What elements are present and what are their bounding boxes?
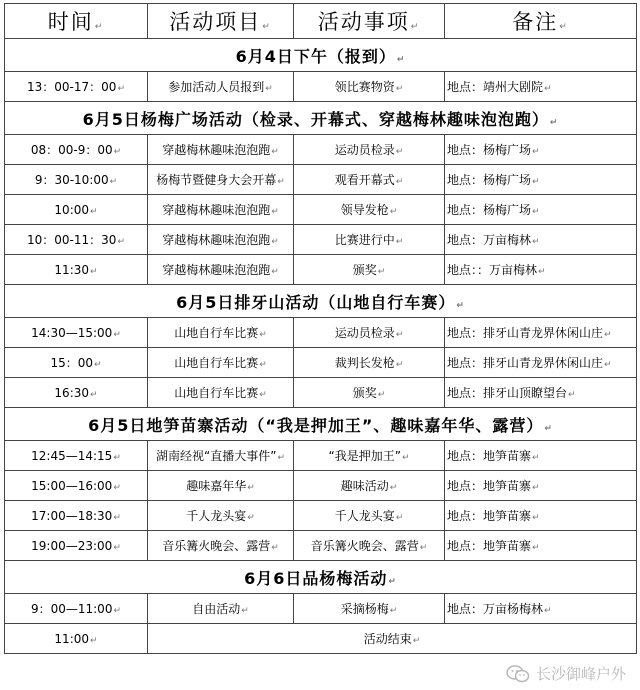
paragraph-mark-icon: ↵	[395, 84, 404, 94]
row-time: 9：30-10:00↵	[5, 165, 148, 195]
row-time: 9：00—11:00↵	[5, 594, 148, 624]
paragraph-mark-icon: ↵	[262, 22, 272, 32]
row-item: 领导发枪↵	[294, 195, 445, 225]
row-item: 运动员检录↵	[294, 318, 445, 348]
paragraph-mark-icon: ↵	[94, 360, 102, 370]
paragraph-mark-icon: ↵	[90, 266, 98, 277]
row-note: 地点：万亩梅林↵	[445, 225, 637, 255]
paragraph-mark-icon: ↵	[395, 513, 404, 523]
paragraph-mark-icon: ↵	[259, 360, 267, 370]
header-note: 备注↵	[445, 4, 637, 39]
table-row	[5, 348, 637, 378]
section-title-row	[5, 408, 637, 441]
row-project: 趣味嘉年华↵	[148, 471, 294, 501]
paragraph-mark-icon: ↵	[109, 177, 118, 187]
table-row	[5, 195, 637, 225]
paragraph-mark-icon: ↵	[117, 237, 125, 247]
paragraph-mark-icon: ↵	[401, 453, 410, 463]
paragraph-mark-icon: ↵	[410, 22, 421, 32]
paragraph-mark-icon: ↵	[113, 482, 121, 493]
section-title: 6月6日品杨梅活动↵	[5, 561, 637, 594]
row-time: 10:00↵	[5, 195, 148, 225]
row-project: 山地自行车比赛↵	[148, 378, 294, 408]
table-row	[5, 531, 637, 561]
paragraph-mark-icon: ↵	[90, 635, 98, 646]
header-project: 活动项目↵	[148, 4, 294, 39]
header-row	[5, 4, 637, 39]
section-title-row	[5, 285, 637, 318]
paragraph-mark-icon: ↵	[241, 606, 249, 616]
row-note: 地点：排牙山青龙界休闲山庄↵	[445, 318, 637, 348]
row-time: 17:00—18:30↵	[5, 501, 148, 531]
paragraph-mark-icon: ↵	[544, 84, 552, 94]
table-row	[5, 471, 637, 501]
paragraph-mark-icon: ↵	[113, 147, 122, 157]
paragraph-mark-icon: ↵	[395, 330, 404, 340]
row-item: 比赛进行中↵	[294, 225, 445, 255]
row-time: 12:45—14:15↵	[5, 441, 148, 471]
row-project: 穿越梅林趣味泡泡跑↵	[148, 255, 294, 285]
row-project: 音乐篝火晚会、露营↵	[148, 531, 294, 561]
paragraph-mark-icon: ↵	[456, 300, 465, 311]
row-item: 裁判长发枪↵	[294, 348, 445, 378]
table-row	[5, 165, 637, 195]
row-item: 观看开幕式↵	[294, 165, 445, 195]
paragraph-mark-icon: ↵	[271, 267, 279, 277]
table-row	[5, 501, 637, 531]
section-title: 6月5日杨梅广场活动（检录、开幕式、穿越梅林趣味泡泡跑）↵	[5, 102, 637, 135]
paragraph-mark-icon: ↵	[259, 330, 267, 340]
row-note: 地点：排牙山青龙界休闲山庄↵	[445, 348, 637, 378]
row-time: 19:00—23:00↵	[5, 531, 148, 561]
row-project: 穿越梅林趣味泡泡跑↵	[148, 225, 294, 255]
paragraph-mark-icon: ↵	[265, 84, 273, 94]
paragraph-mark-icon: ↵	[419, 543, 428, 553]
paragraph-mark-icon: ↵	[113, 606, 122, 616]
section-title: 6月5日排牙山活动（山地自行车赛）↵	[5, 285, 637, 318]
row-note: 地点：靖州大剧院↵	[445, 72, 637, 102]
section-title: 6月4日下午（报到）↵	[5, 39, 637, 72]
paragraph-mark-icon: ↵	[113, 452, 121, 463]
row-time: 10：00-11：30↵	[5, 225, 148, 255]
row-project: 湖南经视“直播大事件”↵	[148, 441, 294, 471]
paragraph-mark-icon: ↵	[90, 206, 98, 217]
paragraph-mark-icon: ↵	[389, 483, 398, 493]
paragraph-mark-icon: ↵	[549, 117, 559, 128]
paragraph-mark-icon: ↵	[395, 237, 404, 247]
row-note: 地点：地笋苗寨↵	[445, 441, 637, 471]
row-project: 穿越梅林趣味泡泡跑↵	[148, 195, 294, 225]
closing-row	[5, 624, 637, 654]
paragraph-mark-icon: ↵	[396, 54, 406, 65]
row-project: 千人龙头宴↵	[148, 501, 294, 531]
row-time: 08：00-9：00↵	[5, 135, 148, 165]
paragraph-mark-icon: ↵	[389, 606, 398, 616]
table-row	[5, 225, 637, 255]
paragraph-mark-icon: ↵	[247, 483, 255, 493]
paragraph-mark-icon: ↵	[568, 390, 576, 400]
paragraph-mark-icon: ↵	[544, 423, 553, 434]
paragraph-mark-icon: ↵	[271, 237, 279, 247]
paragraph-mark-icon: ↵	[532, 207, 540, 217]
paragraph-mark-icon: ↵	[395, 147, 404, 157]
row-item: “我是押加王”↵	[294, 441, 445, 471]
row-note: 地点：地笋苗寨↵	[445, 531, 637, 561]
paragraph-mark-icon: ↵	[532, 237, 540, 247]
wechat-icon	[506, 665, 530, 683]
watermark-text: 长沙御峰户外	[535, 665, 626, 683]
row-item: 千人龙头宴↵	[294, 501, 445, 531]
table-row	[5, 441, 637, 471]
paragraph-mark-icon: ↵	[271, 543, 279, 553]
paragraph-mark-icon: ↵	[271, 207, 279, 217]
closing-item: 活动结束↵	[148, 624, 637, 654]
paragraph-mark-icon: ↵	[604, 330, 612, 340]
paragraph-mark-icon: ↵	[94, 22, 105, 32]
section-title-row	[5, 39, 637, 72]
header-item: 活动事项↵	[294, 4, 445, 39]
paragraph-mark-icon: ↵	[532, 483, 540, 493]
paragraph-mark-icon: ↵	[532, 453, 540, 463]
row-time: 11:30↵	[5, 255, 148, 285]
closing-time: 11:00↵	[5, 624, 148, 654]
row-project: 参加活动人员报到↵	[148, 72, 294, 102]
paragraph-mark-icon: ↵	[544, 606, 552, 616]
row-note: 地点：：万亩梅林↵	[445, 255, 637, 285]
paragraph-mark-icon: ↵	[389, 207, 398, 217]
paragraph-mark-icon: ↵	[388, 576, 397, 587]
schedule-body	[5, 4, 637, 654]
row-time: 15：00↵	[5, 348, 148, 378]
paragraph-mark-icon: ↵	[395, 360, 404, 370]
row-item: 采摘杨梅↵	[294, 594, 445, 624]
row-project: 山地自行车比赛↵	[148, 348, 294, 378]
row-project: 穿越梅林趣味泡泡跑↵	[148, 135, 294, 165]
row-project: 山地自行车比赛↵	[148, 318, 294, 348]
paragraph-mark-icon: ↵	[259, 390, 267, 400]
paragraph-mark-icon: ↵	[113, 329, 121, 340]
row-item: 领比赛物资↵	[294, 72, 445, 102]
row-note: 地点：杨梅广场↵	[445, 135, 637, 165]
row-time: 13：00-17：00↵	[5, 72, 148, 102]
section-title-row	[5, 102, 637, 135]
paragraph-mark-icon: ↵	[113, 542, 121, 553]
row-note: 地点：万亩杨梅林↵	[445, 594, 637, 624]
row-note: 地点：地笋苗寨↵	[445, 501, 637, 531]
row-project: 自由活动↵	[148, 594, 294, 624]
schedule-table	[4, 3, 637, 654]
header-time: 时间↵	[5, 4, 148, 39]
table-row	[5, 135, 637, 165]
paragraph-mark-icon: ↵	[247, 513, 255, 523]
paragraph-mark-icon: ↵	[113, 512, 121, 523]
row-time: 14:30—15:00↵	[5, 318, 148, 348]
watermark	[506, 663, 626, 684]
paragraph-mark-icon: ↵	[377, 267, 386, 277]
row-item: 颁奖↵	[294, 378, 445, 408]
paragraph-mark-icon: ↵	[412, 636, 421, 646]
section-title: 6月5日地笋苗寨活动（“我是押加王”、趣味嘉年华、露营）↵	[5, 408, 637, 441]
section-title-row	[5, 561, 637, 594]
paragraph-mark-icon: ↵	[90, 389, 98, 400]
paragraph-mark-icon: ↵	[532, 147, 540, 157]
row-time: 15:00—16:00↵	[5, 471, 148, 501]
paragraph-mark-icon: ↵	[559, 22, 569, 32]
paragraph-mark-icon: ↵	[532, 543, 540, 553]
paragraph-mark-icon: ↵	[277, 453, 285, 463]
row-note: 地点：地笋苗寨↵	[445, 471, 637, 501]
row-item: 运动员检录↵	[294, 135, 445, 165]
paragraph-mark-icon: ↵	[117, 84, 125, 94]
paragraph-mark-icon: ↵	[271, 147, 279, 157]
table-row	[5, 255, 637, 285]
paragraph-mark-icon: ↵	[532, 177, 540, 187]
paragraph-mark-icon: ↵	[377, 390, 386, 400]
row-item: 颁奖↵	[294, 255, 445, 285]
table-row	[5, 72, 637, 102]
paragraph-mark-icon: ↵	[277, 177, 285, 187]
row-item: 趣味活动↵	[294, 471, 445, 501]
row-time: 16:30↵	[5, 378, 148, 408]
paragraph-mark-icon: ↵	[538, 267, 546, 277]
table-row	[5, 318, 637, 348]
paragraph-mark-icon: ↵	[604, 360, 612, 370]
row-note: 地点：排牙山顶瞭望台↵	[445, 378, 637, 408]
table-row	[5, 594, 637, 624]
table-row	[5, 378, 637, 408]
row-note: 地点：杨梅广场↵	[445, 195, 637, 225]
paragraph-mark-icon: ↵	[532, 513, 540, 523]
row-note: 地点：杨梅广场↵	[445, 165, 637, 195]
paragraph-mark-icon: ↵	[395, 177, 404, 187]
row-item: 音乐篝火晚会、露营↵	[294, 531, 445, 561]
row-project: 杨梅节暨健身大会开幕↵	[148, 165, 294, 195]
